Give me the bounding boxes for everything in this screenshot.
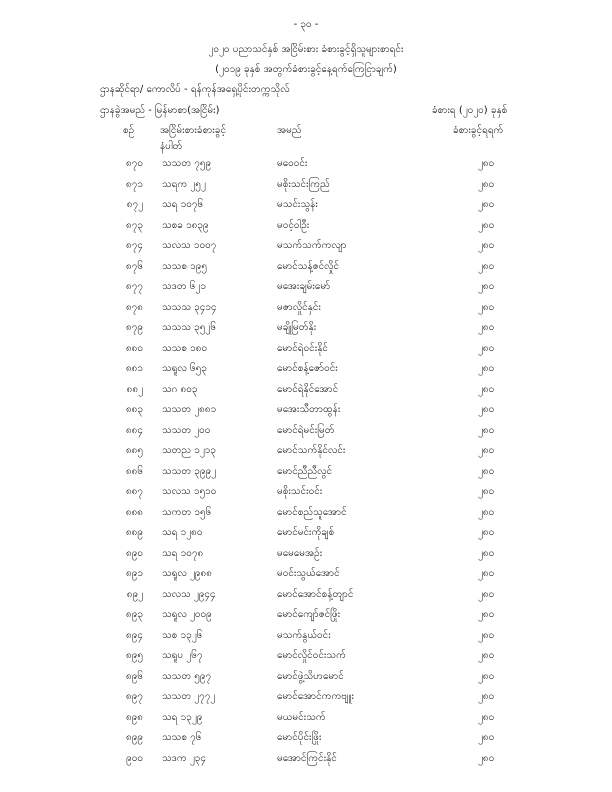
row-name: မောင်စန့်ဇော်ဝင်း [277,363,338,374]
row-number: ၈၈၉ [125,527,143,538]
row-days: ၂၈၀ [478,363,495,374]
column-header-reg: အငြိမ်းစားခံစားခွင့် [160,125,227,136]
row-reg-number: သသစ ၁၉၅ [162,260,208,272]
row-number: ၈၇၆ [126,260,143,272]
row-number: ၈၈၇ [125,486,143,497]
row-days: ၂၈၀ [478,506,495,518]
row-name: မောင်လှိုင်ဝင်းသက် [277,650,346,661]
row-name: မောင်သက်နိုင်လင်း [277,445,346,456]
table-row [0,751,612,771]
row-days: ၂၈၀ [478,301,495,313]
column-header-days: ခံစားခွင့်ရရက် [453,125,504,136]
row-reg-number: သလသ ၂၉၄၄ [162,588,216,600]
row-reg-number: သစ ၁၃၂၆ [162,629,203,641]
row-reg-number: သကတ ၁၅၆ [162,506,212,518]
row-reg-number: သလသ ၁၀၀၇ [162,240,217,251]
table-row [0,218,612,238]
row-number: ၈၈၅ [125,445,143,456]
row-days: ၂၈၀ [478,752,495,764]
row-name: မအောင်ကြင်းနိုင် [277,752,337,764]
row-days: ၂၈၀ [478,465,495,477]
table-row [0,341,612,361]
row-number: ၈၇၁ [126,178,143,190]
table-row [0,156,612,176]
row-name: မောင်ရဲဝင်းနိုင် [277,342,328,354]
row-name: မယမင်းသက် [277,711,326,723]
row-reg-number: သသတ ၃၉၉၂ [162,465,217,477]
table-row [0,382,612,402]
document-title: ၂၀၂၀ ပညာသင်နှစ် အငြိမ်းစား ခံစားခွင့်ရှိသူများစာရင်း [208,44,404,55]
row-number: ၈၉၃ [126,609,143,620]
row-name: မောင်ရဲမင်းမြတ် [277,424,335,436]
table-row [0,443,612,463]
row-name: မောင်ဖွဲ့သိဟမောင် [277,670,344,682]
row-reg-number: သရ ၁၀၇၆ [162,199,204,210]
row-name: မောင်ပိုင်းဖြိုး [277,732,322,743]
table-row [0,197,612,217]
table-row [0,525,612,545]
row-reg-number: သရူလ ၂၉၈၈ [162,568,212,579]
table-row [0,177,612,197]
table-row [0,464,612,484]
row-name: မချိုမြတ်နိုး [277,322,317,333]
table-row [0,484,612,504]
row-days: ၂၈၀ [478,158,495,169]
row-reg-number: သသသ ၃၅၂၆ [162,322,216,333]
table-row [0,279,612,299]
row-number: ၈၉၉ [126,732,143,743]
row-name: မဇာလှိုင်နှင်း [277,301,321,313]
row-reg-number: သသစ ၁၈၀ [162,342,208,354]
row-name: မဝင်းသွယ်အောင် [277,568,340,579]
row-reg-number: သရ ၁၀၇၈ [162,547,204,559]
table-row [0,648,612,668]
row-name: မောင်အောင်ကကဗျူး [277,691,354,702]
row-days: ၂၈၀ [478,650,495,661]
row-reg-number: သတည ၁၂၁၃ [162,445,217,456]
row-number: ၈၉၈ [125,711,143,723]
row-number: ၈၇၄ [126,240,143,251]
row-number: ၈၈၄ [125,424,143,436]
table-row [0,730,612,750]
row-days: ၂၈၀ [478,424,495,436]
column-header-no: စဉ် [123,125,135,136]
row-days: ၂၈၀ [478,445,495,456]
row-name: မောင်ညီညီလွင် [277,465,333,477]
row-days: ၂၈၀ [478,219,495,231]
row-reg-number: သရက ၂၅၂ [162,178,206,190]
row-name: မအေးသီတာထွန်း [277,404,341,415]
row-days: ၂၈၀ [478,527,495,538]
row-number: ၈၇၂ [126,199,143,210]
table-row [0,628,612,648]
row-reg-number: သရ ၁၂၈၀ [162,527,203,538]
row-days: ၂၈၀ [478,342,495,354]
row-days: ၂၈၀ [478,281,495,292]
table-row [0,546,612,566]
row-reg-number: သစခ ၁၈၃၉ [162,219,209,231]
row-number: ၈၇၇ [126,281,143,292]
table-row [0,259,612,279]
table-row [0,607,612,627]
table-row [0,566,612,586]
row-days: ၂၈၀ [478,609,495,620]
row-reg-number: သရ ၁၃၂၉ [162,711,203,723]
row-days: ၂၈၀ [478,670,495,682]
table-row [0,238,612,258]
row-name: မဝင့်ဝါဦး [277,219,310,231]
row-days: ၂၈၀ [478,691,495,702]
row-number: ၈၈၈ [125,506,143,518]
row-name: မောင်မင်းကိုချစ် [277,527,335,538]
row-number: ၈၈၀ [125,342,143,354]
row-days: ၂၈၀ [478,322,495,333]
row-reg-number: သသသ ၃၄၁၄ [162,301,217,313]
row-number: ၈၉၇ [126,691,143,702]
row-name: မောင်သန့်ဇင်လှိုင် [277,260,340,272]
row-days: ၂၈၀ [478,486,495,497]
row-reg-number: သသတ ၅၉၇ [162,670,212,682]
row-reg-number: သရူလ ၂၀၀၉ [162,609,212,620]
table-row [0,402,612,422]
row-days: ၂၈၀ [478,199,495,210]
row-reg-number: သလသ ၁၅၁၀ [162,486,217,497]
column-header-name: အမည် [277,125,302,136]
row-days: ၂၈၀ [478,404,495,415]
row-days: ၂၈၀ [478,178,495,190]
column-header-reg-sub: နံပါတ် [160,141,183,152]
row-name: မဝေဝင်း [277,158,308,169]
row-reg-number: သသတ ၂၀၀ [162,424,211,436]
row-number: ၈၉၁ [126,568,143,579]
row-days: ၂၈၀ [478,711,495,723]
row-name: မသက်နွယ်ဝင်း [277,629,331,641]
row-number: ၈၈၃ [125,404,143,415]
row-days: ၂၈၀ [478,732,495,743]
row-days: ၂၈၀ [478,588,495,600]
row-number: ၈၉၂ [126,588,143,600]
table-row [0,320,612,340]
row-reg-number: သဒက ၂၃၄ [162,752,207,764]
table-row [0,669,612,689]
table-row [0,710,612,730]
row-reg-number: သသစ ၇၆ [162,732,202,743]
row-name: မောင်အောင်စန့်တျာင် [277,588,354,600]
table-row [0,587,612,607]
document-subtitle: (၂၀၁၉ ခုနှစ် အတွက်ခံစားခွင့်နေ့ရက်ကြေငြာချက်) [215,64,397,75]
row-name: မသက်သက်ကလျာ [277,240,347,251]
row-number: ၈၉၅ [126,650,143,661]
page-number: - ၃၀ - [293,19,319,30]
row-number: ၉၀၀ [126,752,143,764]
table-row [0,361,612,381]
row-number: ၈၇၃ [126,219,143,231]
row-name: မမေမေအဉ်း [277,547,323,559]
table-row [0,689,612,709]
row-number: ၈၉၄ [126,629,143,641]
row-days: ၂၈၀ [478,629,495,641]
row-days: ၂၈၀ [478,383,495,395]
row-number: ၈၈၆ [125,465,143,477]
row-reg-number: သသတ ၇၅၉ [162,158,212,169]
row-reg-number: သရူလ ၆၅၃ [162,363,207,374]
row-name: မောင်စည်သူအောင် [277,506,347,518]
row-name: မစိုးသင်းဝင်း [277,486,323,497]
row-name: မအေးချမ်းမော် [277,281,331,292]
row-name: မောင်ရဲနိုင်အောင် [277,383,339,395]
row-days: ၂၈၀ [478,240,495,251]
table-row [0,300,612,320]
row-name: မောင်ကျော်ဇင်ဖြိုး [277,609,341,620]
row-number: ၈၉၀ [126,547,143,559]
row-name: မစိုးသင်းကြည် [277,178,330,190]
row-name: မသင်းသွန်း [277,199,318,210]
row-days: ၂၈၀ [478,547,495,559]
sub-department-line: ဌာနခွဲအမည် - မြန်မာစာ(အငြိမ်း) [100,105,220,116]
row-reg-number: သသတ ၂၇၇၂ [162,691,216,702]
row-number: ၈၇၉ [126,322,143,333]
row-reg-number: သသတ ၂၈၈၁ [162,404,217,415]
row-number: ၈၈၁ [125,363,143,374]
table-row [0,423,612,443]
department-line: ဌာနဆိုင်ရာ/ ကောလိပ် - ရန်ကုန်အရှေ့ပိုင်းတက္ကသိုလ် [100,84,290,95]
row-number: ၈၈၂ [126,383,143,395]
row-number: ၈၉၆ [126,670,143,682]
row-days: ၂၈၀ [478,260,495,272]
row-number: ၈၇၈ [125,301,143,313]
row-reg-number: သရူပ ၂၆၇ [162,650,203,661]
row-reg-number: သဒတ ၆၂၁ [162,281,206,292]
table-row [0,505,612,525]
row-number: ၈၇၀ [126,158,143,169]
row-reg-number: သဂ ၈၀၃ [162,383,198,395]
year-label: ခံစားရ (၂၀၂၀) ခုနှစ် [432,105,508,116]
row-days: ၂၈၀ [478,568,495,579]
